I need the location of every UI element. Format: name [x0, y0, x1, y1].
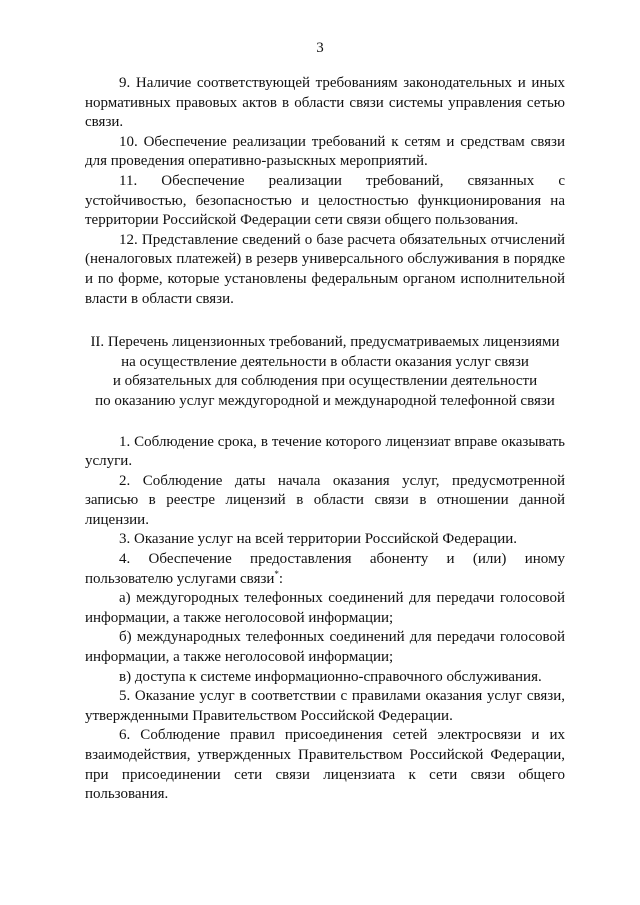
license-requirement-3: 3. Оказание услуг на всей территории Российской Федерации.: [119, 531, 518, 548]
license-requirement-4: [85, 550, 565, 589]
license-requirement-5: 5. Оказание услуг в соответствии с правилами оказания услуг связи, утвержденными Правительством Российской Федерации.: [85, 688, 565, 724]
section-heading-line: и обязательных для соблюдения при осуществлении деятельности: [112, 373, 538, 390]
section-heading-line: на осуществление деятельности в области оказания услуг связи: [121, 353, 529, 370]
sub-item-c: в) доступа к системе информационно-справочного обслуживания.: [119, 668, 542, 685]
license-requirement-2: 2. Соблюдение даты начала оказания услуг, предусмотренной записью в реестре лицензий в области связи в отношении данной лицензии.: [85, 472, 565, 528]
requirement-item-11: 11. Обеспечение реализации требований, связанных с устойчивостью, безопасностью и целостностью функционирования на территории Российской Федерации сети связи общего пользования.: [85, 172, 565, 229]
section-2-heading: [85, 333, 565, 411]
license-requirement-1: 1. Соблюдение срока, в течение которого лицензиат вправе оказывать услуги.: [85, 433, 565, 470]
section-heading-line: II. Перечень лицензионных требований, предусматриваемых лицензиями: [90, 334, 560, 351]
document-body: [85, 74, 565, 805]
sub-item-b: б) международных телефонных соединений для передачи голосовой информации, а также неголосовой информации;: [85, 629, 565, 666]
section-heading-line: по оказанию услуг междугородной и международной телефонной связи: [95, 392, 555, 409]
requirement-item-10: 10. Обеспечение реализации требований к сетям и средствам связи для проведения оперативно-разыскных мероприятий.: [85, 133, 565, 170]
requirement-item-12: 12. Представление сведений о базе расчета обязательных отчислений (неналоговых платежей) в резерв универсального обслуживания в порядке и по форме, которые установлены федеральным органом исполнительной власти в области связи.: [85, 231, 565, 307]
license-requirement-4-colon: :: [278, 570, 284, 587]
license-requirement-4-text: 4. Обеспечение предоставления абоненту и (или) иному пользователю услугами связи: [85, 551, 565, 587]
requirement-item-9: 9. Наличие соответствующей требованиям законодательных и иных нормативных правовых актов в области связи системы управления сетью связи.: [85, 75, 565, 131]
page-number: 3: [316, 40, 324, 56]
license-requirement-6: 6. Соблюдение правил присоединения сетей электросвязи и их взаимодействия, утвержденных Правительством Российской Федерации, при присоединении сети связи лицензиата к сети связи общего пользования.: [85, 727, 565, 803]
footnote-marker: *: [274, 568, 279, 579]
sub-item-a: а) междугородных телефонных соединений для передачи голосовой информации, а также неголосовой информации;: [85, 590, 565, 626]
